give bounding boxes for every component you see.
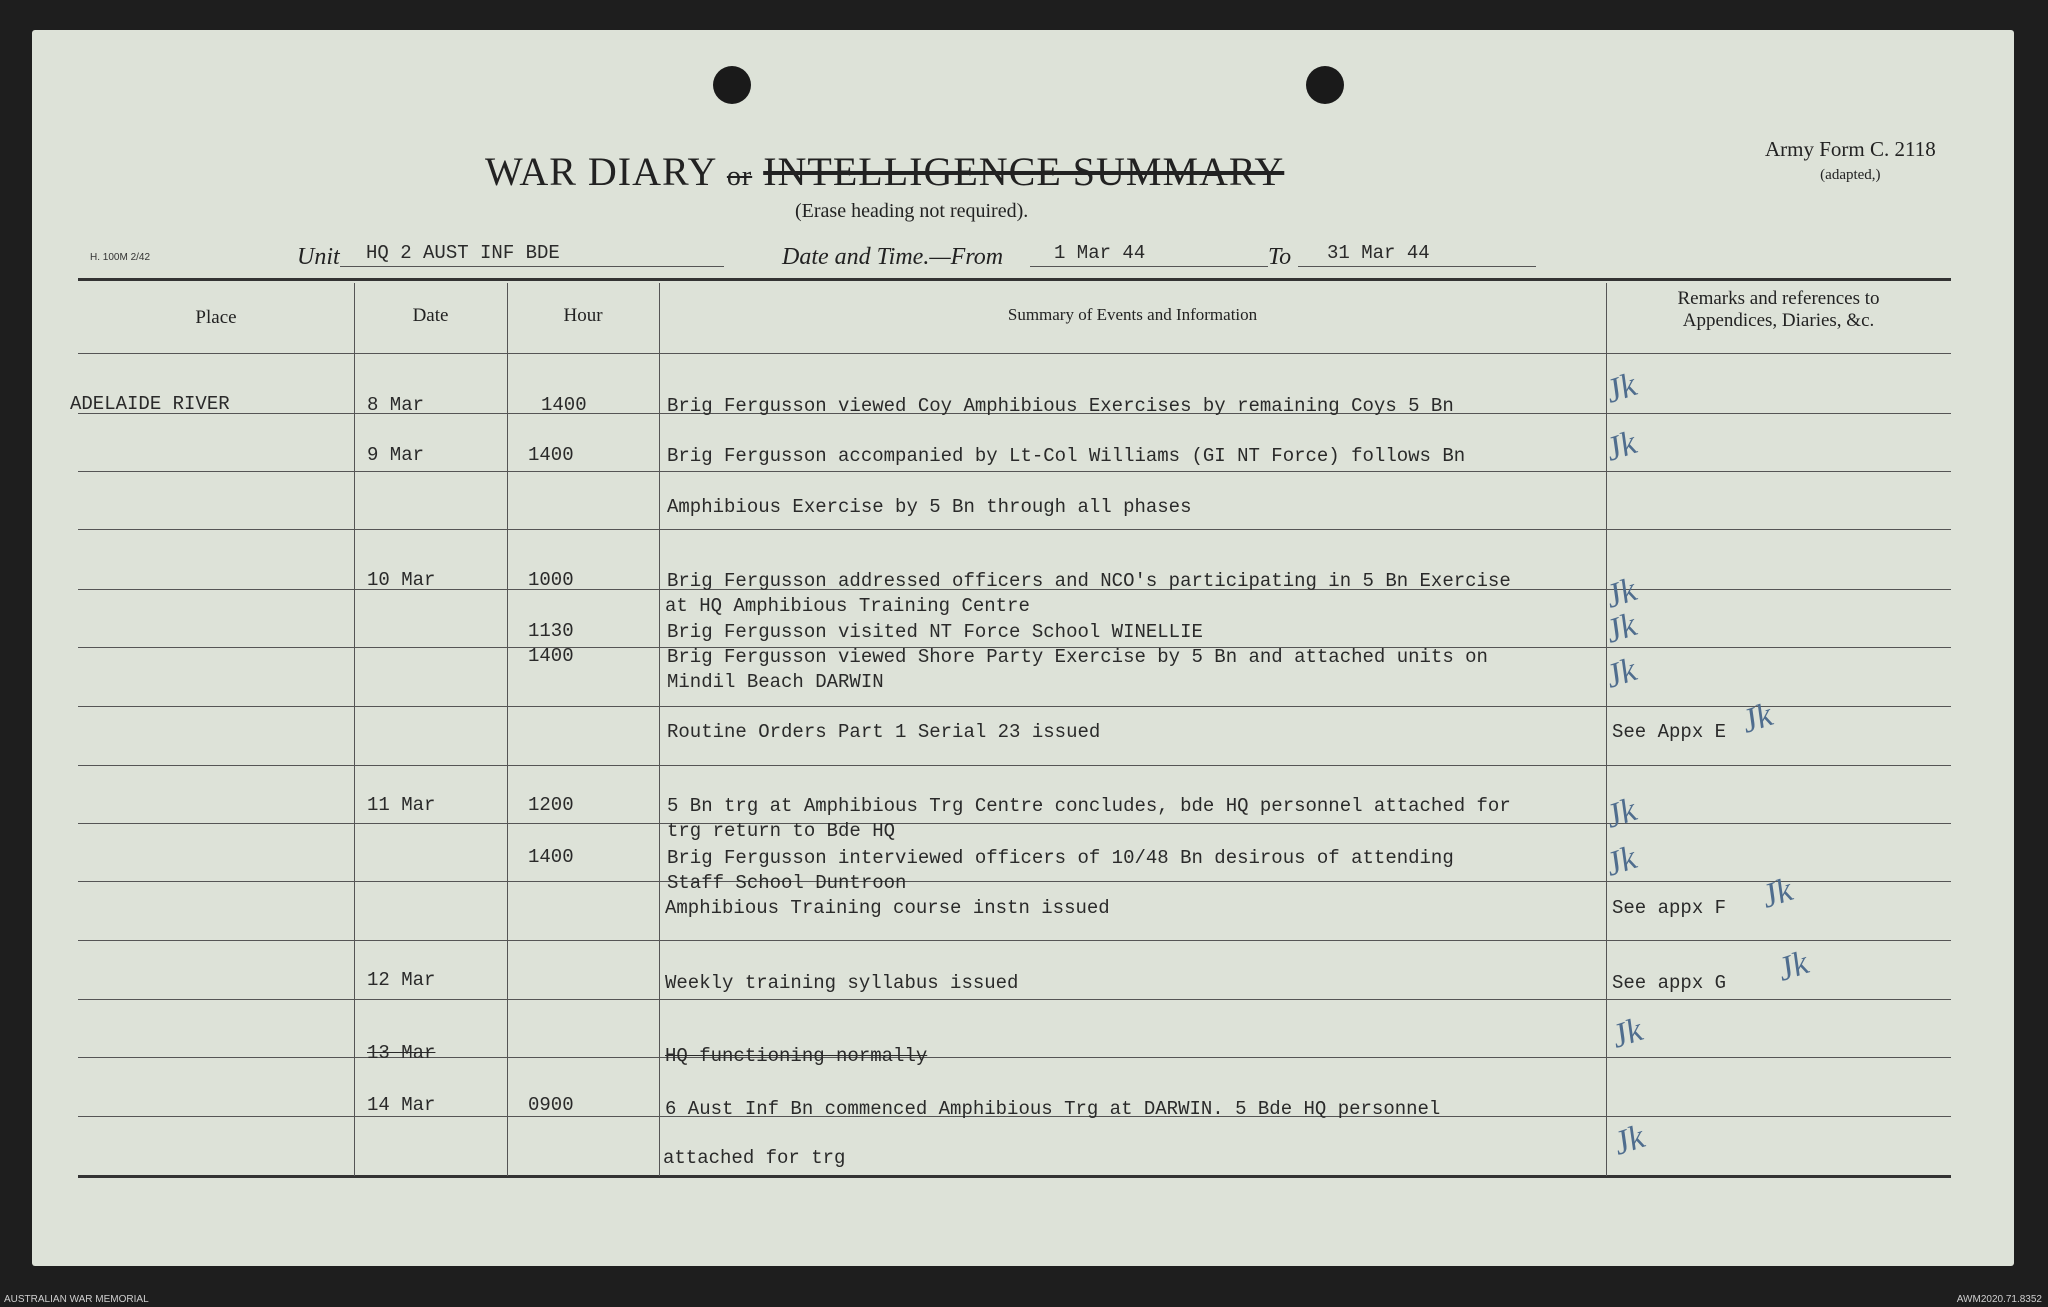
- initials-signature: Jk: [1600, 571, 1642, 616]
- date-cell: 11 Mar: [367, 794, 436, 816]
- punch-hole-left: [713, 66, 751, 104]
- initials-signature: Jk: [1606, 1011, 1648, 1056]
- column-divider-summary: [659, 283, 660, 1176]
- hour-cell: 1200: [528, 794, 574, 816]
- initials-signature: Jk: [1600, 791, 1642, 836]
- summary-cell: Brig Fergusson interviewed officers of 10/48 Bn desirous of attending: [667, 847, 1454, 869]
- header-remarks-line2: Appendices, Diaries, &c.: [1682, 310, 1875, 331]
- table-bottom-rule: [78, 1175, 1951, 1178]
- remark-cell: See Appx E: [1612, 721, 1727, 743]
- title-war-diary: WAR DIARY: [485, 149, 716, 194]
- unit-value: HQ 2 AUST INF BDE: [366, 242, 560, 264]
- hour-cell: 1400: [541, 394, 587, 416]
- hour-cell: 1130: [528, 620, 574, 642]
- place-cell: ADELAIDE RIVER: [70, 393, 230, 415]
- row-rule: [78, 706, 1951, 707]
- date-cell: 13 Mar: [367, 1042, 436, 1064]
- summary-cell: Staff School Duntroon: [667, 872, 907, 894]
- summary-cell: Brig Fergusson viewed Shore Party Exercise by 5 Bn and attached units on: [667, 646, 1488, 668]
- army-form-number: [1765, 136, 1936, 188]
- footer-archive-name: AUSTRALIAN WAR MEMORIAL: [4, 1294, 149, 1305]
- hour-cell: 1400: [528, 846, 574, 868]
- to-underline: [1298, 266, 1536, 267]
- date-cell: 12 Mar: [367, 969, 436, 991]
- date-cell: 10 Mar: [367, 569, 436, 591]
- header-date: Date: [412, 305, 449, 326]
- form-title: [485, 148, 1284, 195]
- summary-cell: Amphibious Exercise by 5 Bn through all phases: [667, 496, 1192, 518]
- unit-label: Unit: [297, 244, 340, 270]
- header-place: Place: [195, 307, 237, 328]
- column-divider-remarks: [1606, 283, 1607, 1176]
- row-rule: [78, 881, 1951, 882]
- date-cell: 9 Mar: [367, 444, 425, 466]
- army-form-sub: (adapted,): [1820, 167, 1881, 183]
- erase-note: (Erase heading not required).: [795, 200, 1029, 222]
- row-rule: [78, 529, 1951, 530]
- summary-cell: Brig Fergusson addressed officers and NCO's participating in 5 Bn Exercise: [667, 570, 1511, 592]
- column-divider-date: [354, 283, 355, 1176]
- summary-cell: 6 Aust Inf Bn commenced Amphibious Trg at DARWIN. 5 Bde HQ personnel: [665, 1098, 1441, 1120]
- remark-cell: See appx G: [1612, 972, 1727, 994]
- summary-cell: Brig Fergusson visited NT Force School WINELLIE: [667, 621, 1203, 643]
- initials-signature: Jk: [1600, 606, 1642, 651]
- title-or: or: [726, 161, 753, 192]
- summary-cell: attached for trg: [663, 1147, 846, 1169]
- initials-signature: Jk: [1756, 871, 1798, 916]
- hour-cell: 1400: [528, 444, 574, 466]
- summary-cell: HQ functioning normally: [665, 1045, 928, 1067]
- hour-cell: 1400: [528, 645, 574, 667]
- header-hour: Hour: [563, 305, 603, 326]
- footer-archive-ref: AWM2020.71.8352: [1956, 1294, 2042, 1305]
- date-cell: 8 Mar: [367, 394, 425, 416]
- header-rule: [78, 353, 1951, 354]
- summary-cell: Weekly training syllabus issued: [665, 972, 1019, 994]
- from-underline: [1030, 266, 1268, 267]
- initials-signature: Jk: [1600, 424, 1642, 469]
- datetime-label: Date and Time.—From: [782, 244, 1004, 270]
- to-label: To: [1268, 244, 1292, 270]
- initials-signature: Jk: [1736, 696, 1778, 741]
- form-code: H. 100M 2/42: [90, 252, 151, 263]
- table-top-rule: [78, 278, 1951, 281]
- row-rule: [78, 823, 1951, 824]
- summary-cell: Brig Fergusson accompanied by Lt-Col Williams (GI NT Force) follows Bn: [667, 445, 1466, 467]
- unit-underline: [340, 266, 724, 267]
- summary-cell: Amphibious Training course instn issued: [665, 897, 1110, 919]
- column-divider-hour: [507, 283, 508, 1176]
- remark-cell: See appx F: [1612, 897, 1727, 919]
- initials-signature: Jk: [1608, 1118, 1650, 1163]
- row-rule: [78, 471, 1951, 472]
- initials-signature: Jk: [1600, 366, 1642, 411]
- header-summary: Summary of Events and Information: [1007, 305, 1258, 324]
- row-rule: [78, 940, 1951, 941]
- hour-cell: 0900: [528, 1094, 574, 1116]
- row-rule: [78, 1057, 1951, 1058]
- punch-hole-right: [1306, 66, 1344, 104]
- initials-signature: Jk: [1772, 944, 1814, 989]
- header-remarks-line1: Remarks and references to: [1677, 288, 1880, 309]
- initials-signature: Jk: [1600, 839, 1642, 884]
- summary-cell: Brig Fergusson viewed Coy Amphibious Exercises by remaining Coys 5 Bn: [667, 395, 1454, 417]
- summary-cell: trg return to Bde HQ: [667, 820, 896, 842]
- from-value: 1 Mar 44: [1054, 242, 1146, 264]
- row-rule: [78, 999, 1951, 1000]
- summary-cell: Mindil Beach DARWIN: [667, 671, 884, 693]
- initials-signature: Jk: [1600, 651, 1642, 696]
- summary-cell: Routine Orders Part 1 Serial 23 issued: [667, 721, 1101, 743]
- hour-cell: 1000: [528, 569, 574, 591]
- title-intelligence-summary: INTELLIGENCE SUMMARY: [763, 149, 1285, 194]
- header-remarks: [1606, 288, 1951, 332]
- date-cell: 14 Mar: [367, 1094, 436, 1116]
- row-rule: [78, 765, 1951, 766]
- army-form-label: Army Form C. 2118: [1765, 137, 1936, 161]
- summary-cell: 5 Bn trg at Amphibious Trg Centre concludes, bde HQ personnel attached for: [667, 795, 1511, 817]
- summary-cell: at HQ Amphibious Training Centre: [665, 595, 1030, 617]
- to-value: 31 Mar 44: [1327, 242, 1430, 264]
